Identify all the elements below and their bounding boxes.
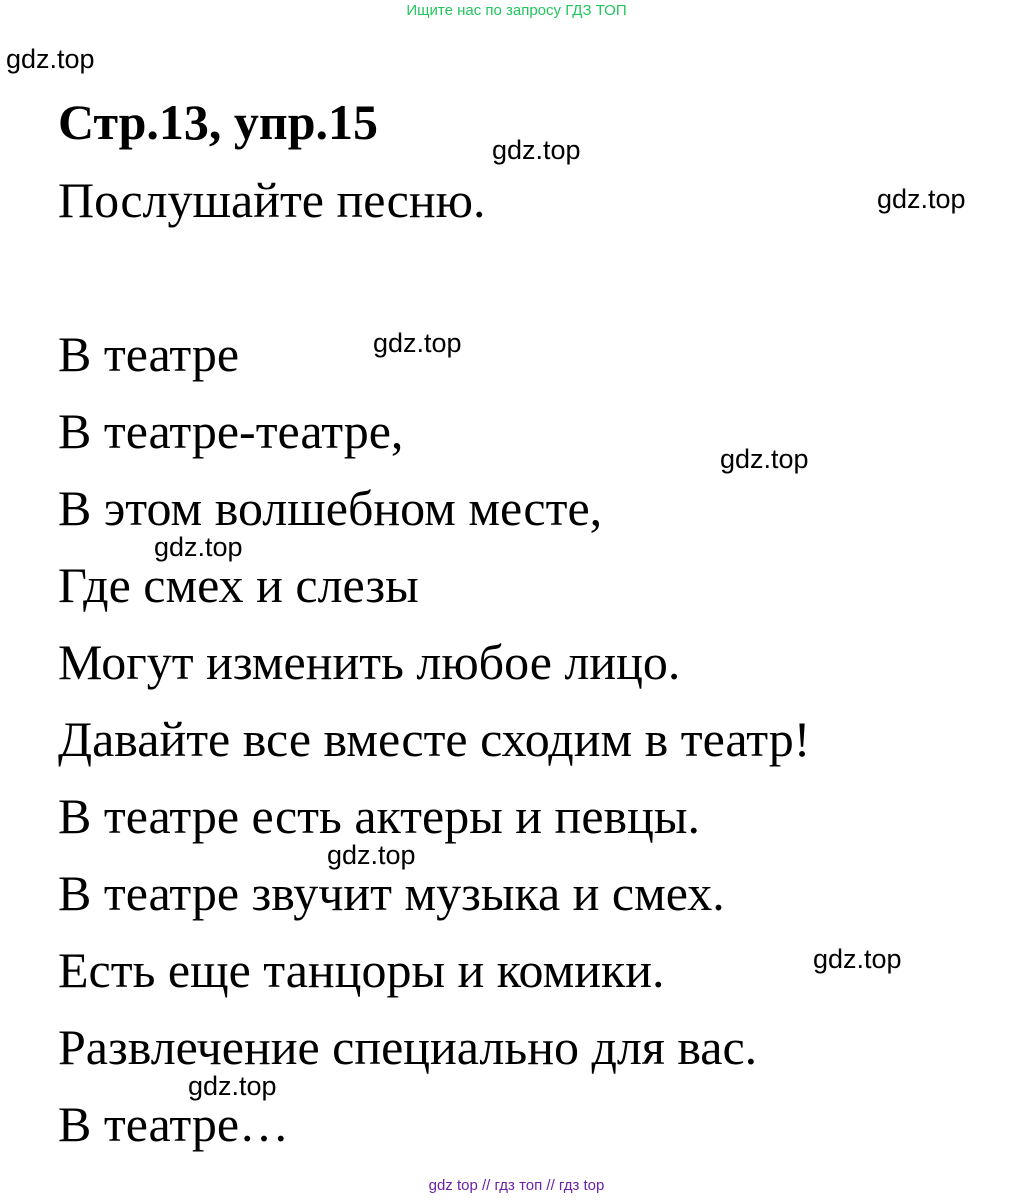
song-line-1: В театре <box>58 326 240 382</box>
song-line-10: Развлечение специально для вас. <box>58 1019 758 1075</box>
song-line-9: Есть еще танцоры и комики. <box>58 942 665 998</box>
watermark: gdz.top <box>188 1071 277 1101</box>
watermark: gdz.top <box>492 135 581 165</box>
song-line-6: Давайте все вместе сходим в театр! <box>58 711 811 767</box>
instruction-text: Послушайте песню. <box>58 172 486 228</box>
watermark: gdz.top <box>6 44 95 74</box>
song-line-7: В театре есть актеры и певцы. <box>58 788 700 844</box>
song-line-8: В театре звучит музыка и смех. <box>58 865 725 921</box>
song-line-3: В этом волшебном месте, <box>58 480 603 536</box>
song-line-5: Могут изменить любое лицо. <box>58 634 681 690</box>
watermark: gdz.top <box>373 328 462 358</box>
song-line-4: Где смех и слезы <box>58 557 419 613</box>
watermark: gdz.top <box>327 840 416 870</box>
watermark: gdz.top <box>720 444 809 474</box>
song-line-11: В театре… <box>58 1096 290 1152</box>
watermark: gdz.top <box>154 532 243 562</box>
top-search-banner: Ищите нас по запросу ГДЗ ТОП <box>406 2 627 19</box>
footer-links: gdz top // гдз топ // гдз top <box>428 1177 605 1194</box>
song-line-2: В театре-театре, <box>58 403 404 459</box>
watermark: gdz.top <box>813 944 902 974</box>
page-title: Стр.13, упр.15 <box>58 94 379 150</box>
watermark: gdz.top <box>877 184 966 214</box>
